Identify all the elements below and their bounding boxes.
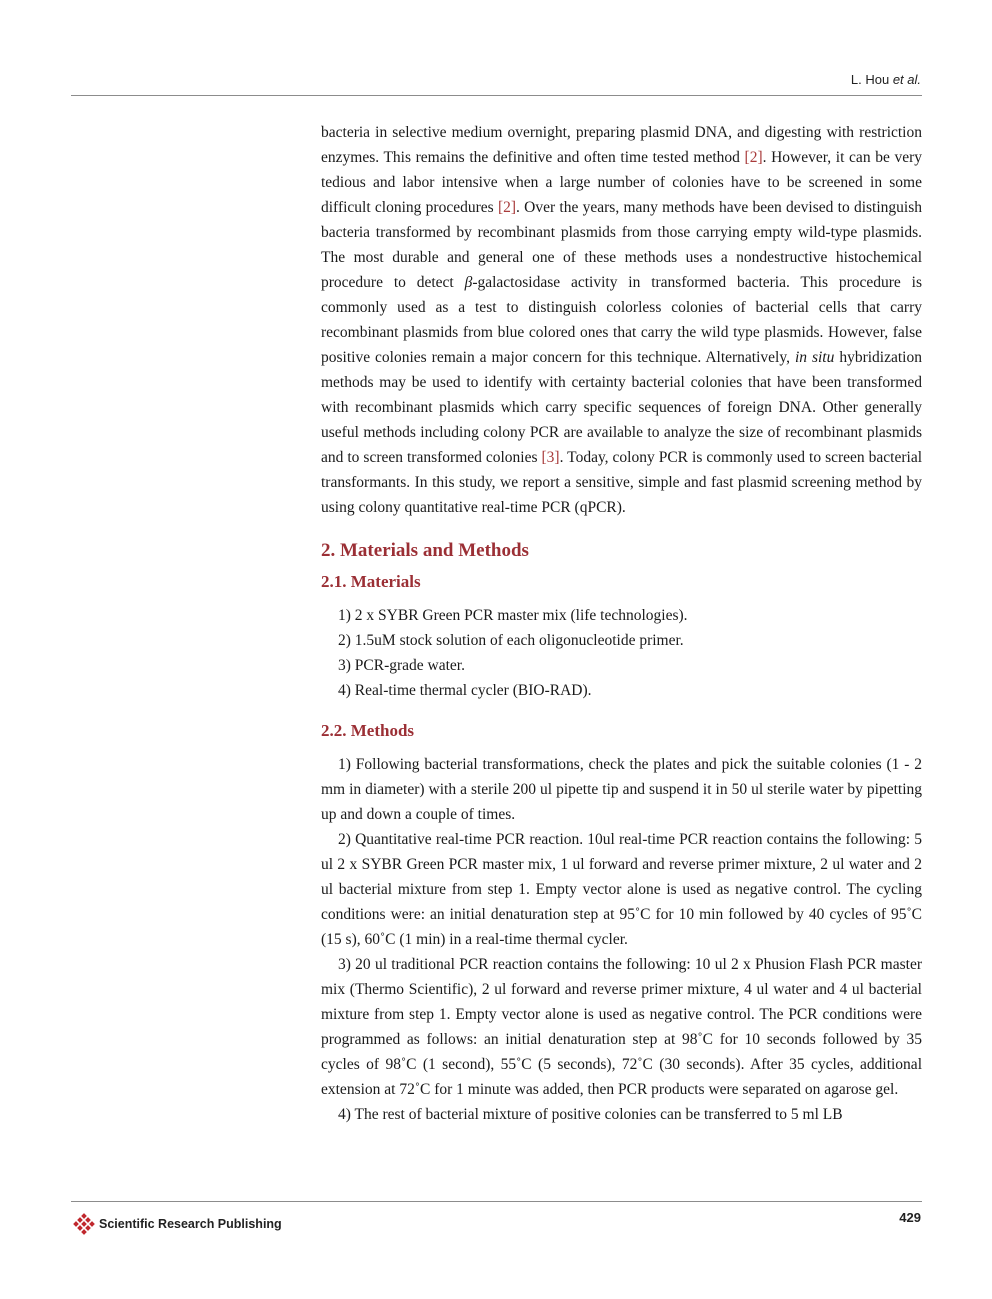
- subsection-heading-methods: 2.2. Methods: [321, 721, 415, 740]
- footer-rule: [71, 1201, 922, 1202]
- author-name: L. Hou: [850, 72, 890, 87]
- section-heading-materials-methods: 2. Materials and Methods: [321, 540, 529, 561]
- intro-text-3: . Over the years, many methods have been devised to distinguish bacteria transformed by recombinant plasmids from those carrying empty wild-type plasmids. The most durable and general one of these methods uses a nondestructive histochemical procedure to detect: [321, 199, 923, 291]
- method-step: 1) Following bacterial transformations, check the plates and pick the suitable colonies (1 - 2 mm in diameter) with a sterile 200 ul pipette tip and suspend it in 50 ul sterile water by pipetting up and down a couple of times.: [321, 756, 922, 823]
- citation-link-3[interactable]: [3]: [541, 449, 560, 466]
- citation-link-2a[interactable]: [2]: [744, 149, 763, 166]
- beta-symbol: β: [464, 274, 473, 291]
- citation-link-2b[interactable]: [2]: [497, 199, 517, 216]
- author-etal: et al.: [892, 72, 921, 87]
- intro-text-4: -galactosidase activity in transformed bacteria. This procedure is commonly used as a test to distinguish colorless colonies of bacterial cells that carry recombinant plasmids from blue colored ones that carry the wild type plasmids. However, false positive colonies remain a major concern for this technique. Alternatively,: [321, 274, 922, 366]
- intro-text-1: bacteria in selective medium overnight, preparing plasmid DNA, and digesting with restriction enzymes. This remains the definitive and often time tested method: [321, 124, 922, 166]
- materials-item: 2) 1.5uM stock solution of each oligonucleotide primer.: [338, 632, 684, 649]
- publisher-logo-icon: [73, 1213, 95, 1235]
- materials-item: 3) PCR-grade water.: [338, 657, 465, 674]
- materials-item: 1) 2 x SYBR Green PCR master mix (life technologies).: [338, 607, 688, 624]
- method-step: 4) The rest of bacterial mixture of positive colonies can be transferred to 5 ml LB: [338, 1106, 843, 1123]
- header-rule: [71, 95, 922, 96]
- materials-item: 4) Real-time thermal cycler (BIO-RAD).: [338, 682, 592, 699]
- intro-text-5: hybridization methods may be used to identify with certainty bacterial colonies that have been transformed with recombinant plasmids which carry specific sequences of foreign DNA. Other generally useful methods including colony PCR are available to analyze the size of recombinant plasmids and to screen transformed colonies: [321, 349, 922, 466]
- running-header-author: [851, 72, 921, 87]
- method-step: 3) 20 ul traditional PCR reaction contains the following: 10 ul 2 x Phusion Flash PCR master mix (Thermo Scientific), 2 ul forward and reverse primer mixture, 4 ul water and 4 ul bacterial mixture from step 1. Empty vector alone is used as negative control. The PCR conditions were programmed as follows: an initial denaturation step at 98˚C for 10 seconds followed by 35 cycles of 98˚C (1 second), 55˚C (5 seconds), 72˚C (30 seconds). After 35 cycles, additional extension at 72˚C for 1 minute was added, then PCR products were separated on agarose gel.: [321, 956, 922, 1098]
- intro-text-6: . Today, colony PCR is commonly used to screen bacterial transformants. In this study, we report a sensitive, simple and fast plasmid screening method by using colony quantitative real-time PCR (qPCR).: [321, 449, 923, 516]
- publisher-logo: [73, 1213, 282, 1235]
- page-body: [321, 120, 922, 1127]
- publisher-name: Scientific Research Publishing: [99, 1217, 282, 1231]
- intro-text-2: . However, it can be very tedious and labor intensive when a large number of colonies have to be screened in some difficult cloning procedures: [321, 149, 923, 216]
- in-situ-term: in situ: [794, 349, 835, 366]
- materials-list: [321, 603, 922, 703]
- method-step: 2) Quantitative real-time PCR reaction. 10ul real-time PCR reaction contains the following: 5 ul 2 x SYBR Green PCR master mix, 1 ul forward and reverse primer mixture, 2 ul water and 2 ul bacterial mixture from step 1. Empty vector alone is used as negative control. The cycling conditions were: an initial denaturation step at 95˚C for 10 min followed by 40 cycles of 95˚C (15 s), 60˚C (1 min) in a real-time thermal cycler.: [321, 831, 922, 948]
- subsection-heading-materials: 2.1. Materials: [321, 572, 421, 591]
- intro-paragraph: [321, 120, 922, 520]
- page-number: 429: [899, 1210, 921, 1225]
